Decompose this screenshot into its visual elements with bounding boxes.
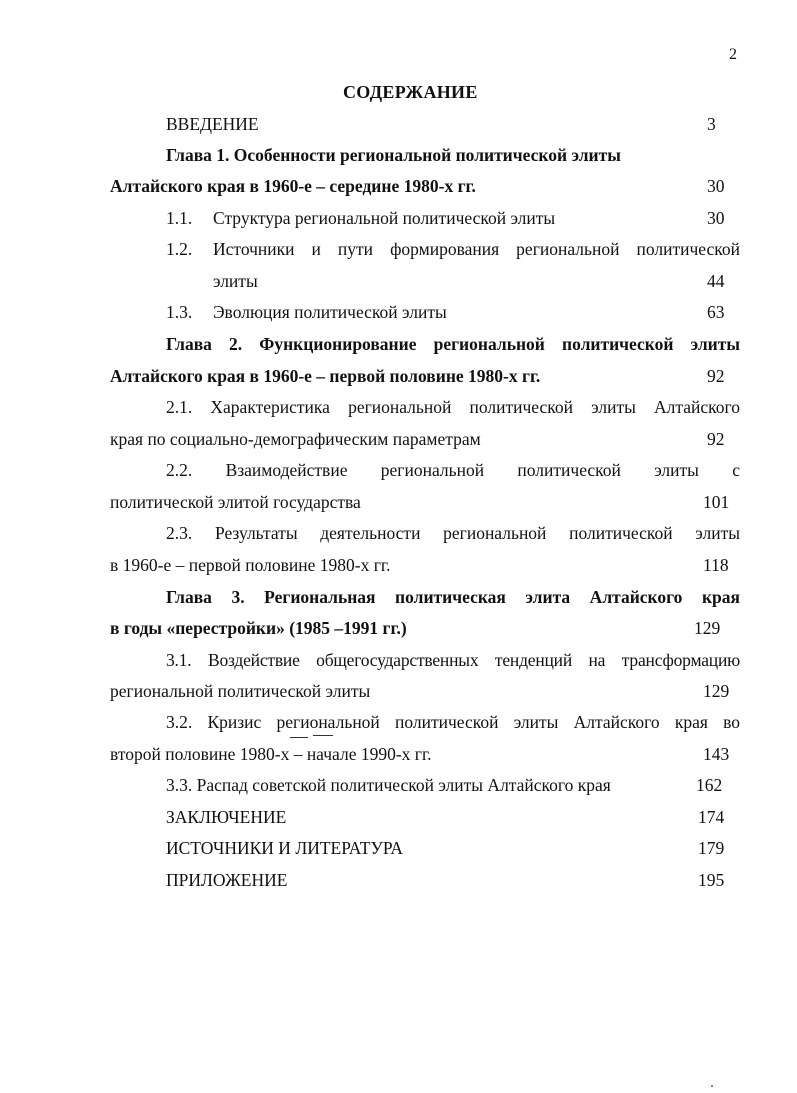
toc-3-2-line2: второй половине 1980-х – начале 1990-х гг. xyxy=(110,744,432,764)
toc-chapter3-line2: в годы «перестройки» (1985 –1991 гг.) xyxy=(110,618,407,638)
toc-2-1-page: 92 xyxy=(707,429,725,449)
toc-3-2-page: 143 xyxy=(703,744,730,764)
toc-1-2-line2: элиты xyxy=(213,271,258,291)
toc-2-3-line2: в 1960-е – первой половине 1980-х гг. xyxy=(110,555,391,575)
toc-chapter1-page: 30 xyxy=(707,176,725,196)
toc-sources-label: ИСТОЧНИКИ И ЛИТЕРАТУРА xyxy=(166,838,404,858)
toc-2-3-line1: 2.3. Результаты деятельности региональной политической элиты xyxy=(166,523,740,543)
toc-chapter3-line1: Глава 3. Региональная политическая элита Алтайского края xyxy=(166,587,740,607)
toc-chapter2-line2: Алтайского края в 1960-е – первой половине 1980-х гг. xyxy=(110,366,541,386)
toc-1-1-number: 1.1. xyxy=(166,208,193,228)
toc-2-2-line1: 2.2. Взаимодействие региональной политической элиты с xyxy=(166,460,740,480)
scan-mark xyxy=(290,737,308,740)
toc-2-2-line2: политической элитой государства xyxy=(110,492,361,512)
toc-2-3-page: 118 xyxy=(703,555,729,575)
toc-3-3-page: 162 xyxy=(696,775,723,795)
toc-chapter1-line2: Алтайского края в 1960-е – середине 1980-х гг. xyxy=(110,176,476,196)
toc-chapter2-line1: Глава 2. Функционирование региональной политической элиты xyxy=(166,334,740,354)
scan-mark xyxy=(313,735,333,738)
toc-3-1-page: 129 xyxy=(703,681,730,701)
toc-1-2-number: 1.2. xyxy=(166,239,193,259)
toc-1-1-label: Структура региональной политической элиты xyxy=(213,208,556,228)
toc-intro-page: 3 xyxy=(707,114,716,134)
toc-1-1-page: 30 xyxy=(707,208,725,228)
toc-1-2-page: 44 xyxy=(707,271,725,291)
toc-sources-page: 179 xyxy=(698,838,725,858)
toc-appendix-label: ПРИЛОЖЕНИЕ xyxy=(166,870,288,890)
toc-2-1-line1: 2.1. Характеристика региональной политической элиты Алтайского xyxy=(166,397,740,417)
toc-conclusion-label: ЗАКЛЮЧЕНИЕ xyxy=(166,807,287,827)
toc-1-2-line1: Источники и пути формирования региональной политической xyxy=(213,239,740,259)
toc-3-3-label: 3.3. Распад советской политической элиты Алтайского края xyxy=(166,775,611,795)
toc-3-2-line1: 3.2. Кризис региональной политической элиты Алтайского края во xyxy=(166,712,740,732)
toc-3-1-line1: 3.1. Воздействие общегосударственных тенденций на трансформацию xyxy=(166,650,740,670)
scan-speck xyxy=(711,1085,713,1087)
toc-2-2-page: 101 xyxy=(703,492,730,512)
toc-1-3-label: Эволюция политической элиты xyxy=(213,302,447,322)
page-title: СОДЕРЖАНИЕ xyxy=(343,82,478,102)
toc-1-3-number: 1.3. xyxy=(166,302,193,322)
toc-chapter1-line1: Глава 1. Особенности региональной политической элиты xyxy=(166,145,621,165)
toc-chapter2-page: 92 xyxy=(707,366,725,386)
toc-intro-label: ВВЕДЕНИЕ xyxy=(166,114,259,134)
toc-appendix-page: 195 xyxy=(698,870,725,890)
page-number: 2 xyxy=(729,46,737,63)
toc-1-3-page: 63 xyxy=(707,302,725,322)
toc-2-1-line2: края по социально-демографическим параметрам xyxy=(110,429,481,449)
toc-3-1-line2: региональной политической элиты xyxy=(110,681,371,701)
toc-chapter3-page: 129 xyxy=(694,618,721,638)
toc-conclusion-page: 174 xyxy=(698,807,725,827)
